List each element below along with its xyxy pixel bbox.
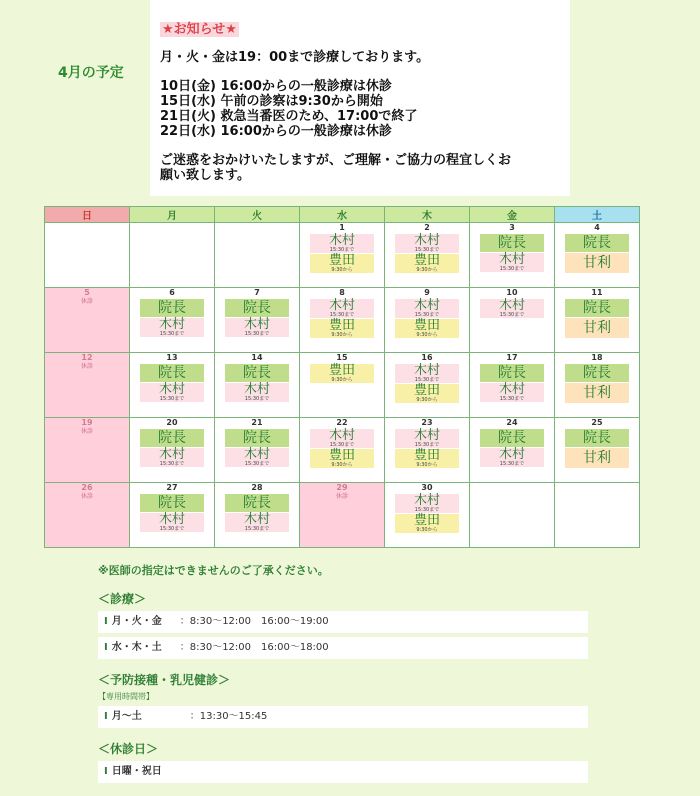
doctor-name: 院長 xyxy=(583,300,611,316)
doctor-name: 木村 xyxy=(498,252,525,267)
day-number: 25 xyxy=(591,418,603,427)
calendar-day-cell xyxy=(470,353,555,418)
doctor-hours-note: 9:30から xyxy=(416,462,438,468)
day-number: 19 xyxy=(81,418,93,427)
calendar-day-cell xyxy=(45,483,130,548)
calendar-day-cell xyxy=(45,223,130,288)
doctor-badge-incho xyxy=(140,299,204,317)
day-number: 16 xyxy=(421,353,433,362)
doctor-hours-note: 9:30から xyxy=(331,377,353,383)
info-section xyxy=(98,562,588,783)
day-number: 4 xyxy=(594,223,600,232)
calendar-day-cell xyxy=(555,353,640,418)
calendar-day-cell xyxy=(130,353,215,418)
doctor-badge-kimura xyxy=(310,234,374,253)
day-number: 15 xyxy=(336,353,348,362)
calendar-day-cell xyxy=(45,353,130,418)
doctor-name: 院長 xyxy=(243,430,271,446)
doctor-badge-incho xyxy=(480,364,544,382)
calendar-day-cell xyxy=(300,223,385,288)
doctor-name: 木村 xyxy=(243,317,270,332)
doctor-hours-note: 15:30まで xyxy=(499,312,525,318)
day-number: 8 xyxy=(339,288,345,297)
hours-label: 水・木・土 xyxy=(111,642,162,653)
doctor-name: 院長 xyxy=(498,365,526,381)
calendar-day-cell xyxy=(470,223,555,288)
day-number: 10 xyxy=(506,288,518,297)
calendar-day-cell xyxy=(130,483,215,548)
doctor-badge-incho xyxy=(480,234,544,252)
doctor-hours-note: 9:30から xyxy=(416,332,438,338)
day-number: 18 xyxy=(591,353,603,362)
doctor-name: 木村 xyxy=(158,512,185,527)
doctor-badge-incho xyxy=(225,299,289,317)
weekday-header: 日 xyxy=(45,207,130,223)
doctor-badge-incho xyxy=(225,364,289,382)
calendar-day-cell xyxy=(555,418,640,483)
row-bar: I xyxy=(104,642,108,653)
yobo-subtitle: 【専用時間帯】 xyxy=(98,692,154,701)
day-number: 17 xyxy=(506,353,518,362)
notice-item: 10日(金) 16:00からの一般診療は休診 xyxy=(160,79,392,94)
doctor-badge-toyoda xyxy=(310,254,374,273)
day-number: 5 xyxy=(84,288,90,297)
doctor-badge-amari xyxy=(565,253,629,273)
doctor-hours-note: 15:30まで xyxy=(499,266,525,272)
calendar-day-cell xyxy=(215,288,300,353)
day-number: 30 xyxy=(421,483,433,492)
doctor-badge-toyoda xyxy=(310,449,374,468)
calendar-day-cell xyxy=(555,483,640,548)
doctor-name: 院長 xyxy=(158,365,186,381)
row-bar: I xyxy=(104,616,108,627)
doctor-name: 木村 xyxy=(413,363,440,378)
doctor-name: 院長 xyxy=(583,430,611,446)
doctor-name: 院長 xyxy=(243,495,271,511)
doctor-name: 豊田 xyxy=(413,318,440,333)
doctor-badge-kimura xyxy=(225,448,289,467)
day-number: 1 xyxy=(339,223,345,232)
doctor-badge-incho xyxy=(140,429,204,447)
doctor-hours-note: 15:30まで xyxy=(159,526,185,532)
hours-label: 月〜土 xyxy=(111,711,142,722)
hours-label: 日曜・祝日 xyxy=(111,766,162,777)
calendar-day-cell xyxy=(385,353,470,418)
hours-time: ：8:30〜12:00 16:00〜18:00 xyxy=(179,642,329,653)
doctor-badge-kimura xyxy=(225,513,289,532)
schedule-calendar xyxy=(44,206,640,548)
kyushin-title: ＜休診日＞ xyxy=(98,742,159,756)
doctor-badge-kimura xyxy=(395,494,459,513)
calendar-day-cell xyxy=(470,483,555,548)
doctor-name: 院長 xyxy=(158,300,186,316)
doctor-badge-incho xyxy=(140,364,204,382)
doctor-name: 豊田 xyxy=(413,513,440,528)
calendar-day-cell xyxy=(385,288,470,353)
doctor-badge-kimura xyxy=(395,234,459,253)
doctor-hours-note: 15:30まで xyxy=(414,312,440,318)
notice-line: 月・火・金は19：00まで診療しております。 xyxy=(160,50,430,65)
day-number: 27 xyxy=(166,483,178,492)
row-bar: I xyxy=(104,766,108,777)
doctor-hours-note: 15:30まで xyxy=(159,331,185,337)
notice-closing: ご迷惑をおかけいたしますが、ご理解・ご協力の程宜しくお 願い致します。 xyxy=(160,153,512,183)
calendar-week-row xyxy=(45,288,640,353)
day-number: 20 xyxy=(166,418,178,427)
doctor-name: 木村 xyxy=(328,233,355,248)
doctor-name: 院長 xyxy=(158,430,186,446)
doctor-name: 木村 xyxy=(413,233,440,248)
doctor-name: 院長 xyxy=(583,365,611,381)
doctor-badge-kimura xyxy=(480,299,544,318)
doctor-name: 豊田 xyxy=(328,318,355,333)
doctor-name: 院長 xyxy=(498,235,526,251)
doctor-name: 木村 xyxy=(413,428,440,443)
calendar-week-row xyxy=(45,353,640,418)
doctor-badge-incho xyxy=(480,429,544,447)
doctor-name: 木村 xyxy=(328,428,355,443)
doctor-badge-toyoda xyxy=(395,254,459,273)
day-number: 14 xyxy=(251,353,263,362)
doctor-badge-kimura xyxy=(140,513,204,532)
doctor-badge-incho xyxy=(565,429,629,447)
doctor-hours-note: 15:30まで xyxy=(329,442,355,448)
doctor-badge-kimura xyxy=(140,383,204,402)
doctor-hours-note: 9:30から xyxy=(331,462,353,468)
hours-time: ：13:30〜15:45 xyxy=(179,711,268,722)
doctor-badge-kimura xyxy=(140,448,204,467)
doctor-hours-note: 15:30まで xyxy=(159,461,185,467)
calendar-day-cell xyxy=(470,418,555,483)
yobo-title: ＜予防接種・乳児健診＞ xyxy=(98,673,231,687)
doctor-name: 木村 xyxy=(158,447,185,462)
weekday-header: 月 xyxy=(130,207,215,223)
doctor-badge-kimura xyxy=(395,429,459,448)
doctor-name: 院長 xyxy=(243,365,271,381)
doctor-hours-note: 15:30まで xyxy=(329,247,355,253)
doctor-badge-incho xyxy=(140,494,204,512)
doctor-badge-kimura xyxy=(480,383,544,402)
calendar-week-row xyxy=(45,483,640,548)
doctor-hours-note: 15:30まで xyxy=(414,442,440,448)
calendar-day-cell xyxy=(215,223,300,288)
calendar-day-cell xyxy=(385,223,470,288)
doctor-badge-kimura xyxy=(480,253,544,272)
notice-heading: ★お知らせ★ xyxy=(162,22,237,37)
notice-item: 22日(水) 16:00からの一般診療は休診 xyxy=(160,124,392,139)
doctor-name: 木村 xyxy=(413,298,440,313)
calendar-day-cell xyxy=(130,288,215,353)
row-bar: I xyxy=(104,711,108,722)
hours-row xyxy=(98,761,588,783)
doctor-badge-kimura xyxy=(480,448,544,467)
doctor-name: 豊田 xyxy=(328,363,355,378)
hours-row xyxy=(98,706,588,728)
day-number: 21 xyxy=(251,418,263,427)
doctor-name: 甘利 xyxy=(583,385,611,401)
doctor-badge-incho xyxy=(565,364,629,382)
doctor-note: ※医師の指定はできませんのご了承ください。 xyxy=(98,564,329,577)
weekday-header: 金 xyxy=(470,207,555,223)
calendar-day-cell xyxy=(45,288,130,353)
doctor-hours-note: 15:30まで xyxy=(499,461,525,467)
closed-label: 休診 xyxy=(80,493,93,500)
hours-time: ：8:30〜12:00 16:00〜19:00 xyxy=(179,616,329,627)
calendar-day-cell xyxy=(130,418,215,483)
doctor-badge-amari xyxy=(565,383,629,403)
doctor-name: 木村 xyxy=(158,382,185,397)
day-number: 29 xyxy=(336,483,348,492)
closed-label: 休診 xyxy=(80,428,93,435)
doctor-hours-note: 15:30まで xyxy=(244,331,270,337)
notice-box xyxy=(150,0,570,196)
doctor-name: 豊田 xyxy=(413,448,440,463)
day-number: 3 xyxy=(509,223,515,232)
doctor-hours-note: 9:30から xyxy=(416,267,438,273)
day-number: 6 xyxy=(169,288,175,297)
day-number: 13 xyxy=(166,353,178,362)
doctor-name: 木村 xyxy=(158,317,185,332)
doctor-hours-note: 15:30まで xyxy=(414,507,440,513)
day-number: 7 xyxy=(254,288,260,297)
day-number: 24 xyxy=(506,418,518,427)
calendar-day-cell xyxy=(300,353,385,418)
weekday-header: 木 xyxy=(385,207,470,223)
calendar-day-cell xyxy=(555,288,640,353)
doctor-name: 豊田 xyxy=(413,253,440,268)
day-number: 2 xyxy=(424,223,430,232)
doctor-badge-toyoda xyxy=(395,319,459,338)
doctor-hours-note: 15:30まで xyxy=(499,396,525,402)
doctor-badge-incho xyxy=(225,494,289,512)
doctor-badge-kimura xyxy=(395,299,459,318)
doctor-hours-note: 15:30まで xyxy=(244,526,270,532)
doctor-name: 甘利 xyxy=(583,255,611,271)
doctor-name: 木村 xyxy=(243,512,270,527)
doctor-name: 院長 xyxy=(583,235,611,251)
doctor-hours-note: 9:30から xyxy=(331,332,353,338)
weekday-header-row xyxy=(45,207,640,223)
section-title: 4月の予定 xyxy=(58,65,124,81)
doctor-badge-kimura xyxy=(395,364,459,383)
weekday-header: 土 xyxy=(555,207,640,223)
calendar-day-cell xyxy=(300,483,385,548)
calendar-day-cell xyxy=(385,418,470,483)
doctor-badge-toyoda xyxy=(395,449,459,468)
calendar-day-cell xyxy=(215,353,300,418)
day-number: 23 xyxy=(421,418,433,427)
hours-label: 月・火・金 xyxy=(111,616,162,627)
doctor-badge-incho xyxy=(565,234,629,252)
closed-label: 休診 xyxy=(335,493,348,500)
calendar-day-cell xyxy=(300,418,385,483)
calendar-day-cell xyxy=(385,483,470,548)
doctor-badge-amari xyxy=(565,318,629,338)
doctor-name: 院長 xyxy=(158,495,186,511)
hours-row xyxy=(98,637,588,659)
doctor-badge-kimura xyxy=(140,318,204,337)
doctor-badge-toyoda xyxy=(310,364,374,383)
notice-item: 21日(火) 救急当番医のため、17:00で終了 xyxy=(160,109,418,124)
doctor-badge-toyoda xyxy=(395,384,459,403)
doctor-name: 豊田 xyxy=(328,253,355,268)
doctor-name: 豊田 xyxy=(413,383,440,398)
weekday-header: 水 xyxy=(300,207,385,223)
calendar-day-cell xyxy=(215,418,300,483)
doctor-badge-incho xyxy=(225,429,289,447)
doctor-name: 院長 xyxy=(243,300,271,316)
notice-item: 15日(水) 午前の診察は9:30から開始 xyxy=(160,94,383,109)
calendar-day-cell xyxy=(470,288,555,353)
doctor-name: 木村 xyxy=(243,382,270,397)
calendar-week-row xyxy=(45,418,640,483)
doctor-hours-note: 9:30から xyxy=(416,397,438,403)
day-number: 22 xyxy=(336,418,348,427)
doctor-name: 甘利 xyxy=(583,450,611,466)
doctor-badge-kimura xyxy=(310,429,374,448)
doctor-hours-note: 15:30まで xyxy=(159,396,185,402)
hours-row xyxy=(98,611,588,633)
doctor-name: 院長 xyxy=(498,430,526,446)
doctor-name: 木村 xyxy=(498,382,525,397)
doctor-name: 甘利 xyxy=(583,320,611,336)
calendar-week-row xyxy=(45,223,640,288)
calendar-day-cell xyxy=(555,223,640,288)
day-number: 28 xyxy=(251,483,263,492)
doctor-badge-toyoda xyxy=(395,514,459,533)
doctor-badge-kimura xyxy=(225,318,289,337)
doctor-hours-note: 9:30から xyxy=(331,267,353,273)
day-number: 26 xyxy=(81,483,93,492)
doctor-name: 豊田 xyxy=(328,448,355,463)
doctor-badge-kimura xyxy=(310,299,374,318)
closed-label: 休診 xyxy=(80,363,93,370)
calendar-day-cell xyxy=(45,418,130,483)
doctor-hours-note: 9:30から xyxy=(416,527,438,533)
shinryo-title: ＜診療＞ xyxy=(98,592,147,606)
doctor-name: 木村 xyxy=(243,447,270,462)
doctor-badge-toyoda xyxy=(310,319,374,338)
calendar-day-cell xyxy=(300,288,385,353)
calendar-day-cell xyxy=(130,223,215,288)
closed-label: 休診 xyxy=(80,298,93,305)
doctor-hours-note: 15:30まで xyxy=(329,312,355,318)
day-number: 9 xyxy=(424,288,430,297)
doctor-name: 木村 xyxy=(498,447,525,462)
calendar-day-cell xyxy=(215,483,300,548)
day-number: 12 xyxy=(81,353,93,362)
doctor-badge-amari xyxy=(565,448,629,468)
doctor-name: 木村 xyxy=(498,298,525,313)
doctor-hours-note: 15:30まで xyxy=(244,461,270,467)
weekday-header: 火 xyxy=(215,207,300,223)
doctor-hours-note: 15:30まで xyxy=(244,396,270,402)
day-number: 11 xyxy=(591,288,603,297)
doctor-badge-kimura xyxy=(225,383,289,402)
doctor-hours-note: 15:30まで xyxy=(414,247,440,253)
doctor-name: 木村 xyxy=(328,298,355,313)
doctor-name: 木村 xyxy=(413,493,440,508)
doctor-badge-incho xyxy=(565,299,629,317)
doctor-hours-note: 15:30まで xyxy=(414,377,440,383)
